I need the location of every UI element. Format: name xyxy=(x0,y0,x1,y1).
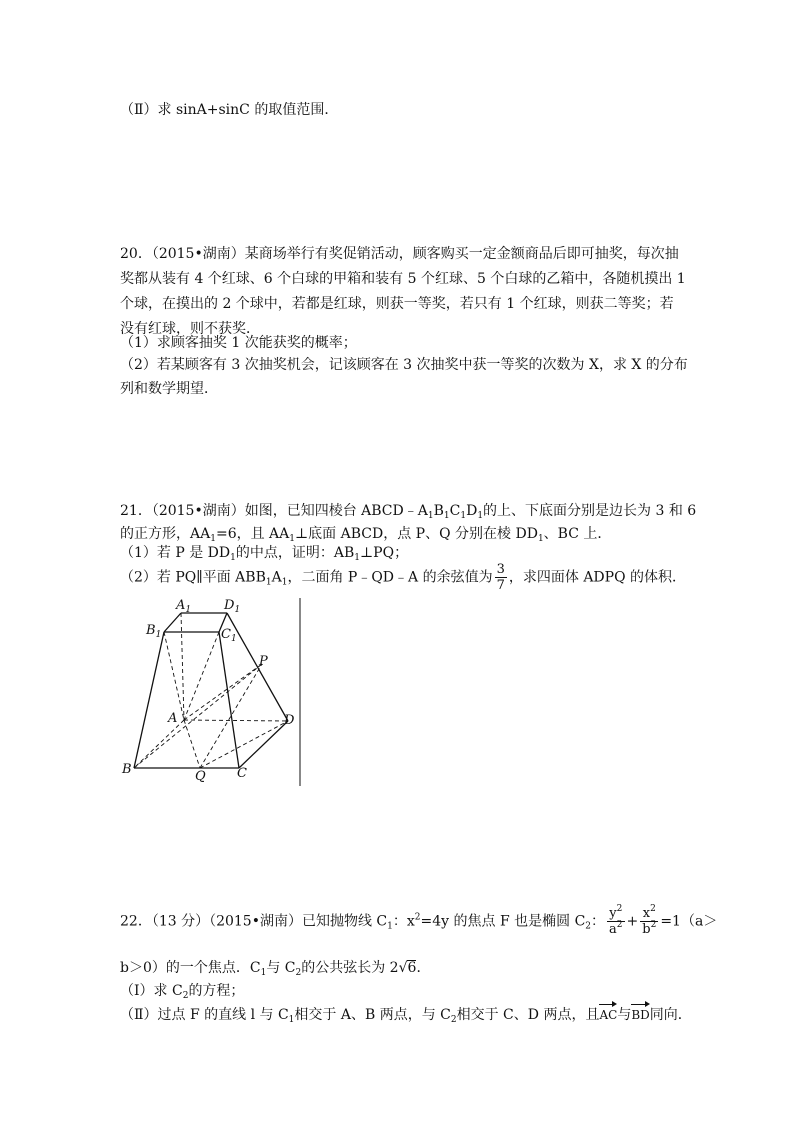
label-P: P xyxy=(259,654,268,669)
segment-B1A xyxy=(164,632,184,720)
q20-part1: （1）求顾客抽奖 1 次能获奖的概率； xyxy=(120,335,357,351)
label-Q: Q xyxy=(195,769,206,784)
q20-line1: 20．（2015•湖南）某商场举行有奖促销活动，顾客购买一定金额商品后即可抽奖，每次抽 xyxy=(120,246,679,262)
q22-part2: （Ⅱ）过点 F 的直线 l 与 $C_1$相交于 A、B 两点，与 $C_2$相交于 C、D 两点，且AC与BD同向． xyxy=(120,1003,692,1025)
label-B1: $B_1$ xyxy=(146,623,162,640)
label-C: C xyxy=(237,766,247,781)
vector-BD: BD xyxy=(631,1003,649,1025)
q20-part2-line1: （2）若某顾客有 3 次抽奖机会，记该顾客在 3 次抽奖中获一等奖的次数为 X，求 X 的分布 xyxy=(120,357,688,373)
ellipse-fraction-x: $\frac{x^2}{b^2}$ xyxy=(642,904,657,937)
segment-AQ xyxy=(184,720,200,768)
edge-AB xyxy=(134,720,184,768)
label-D1: $D_1$ xyxy=(224,598,241,615)
edge-AD xyxy=(184,720,288,721)
edge-B1A1 xyxy=(164,613,181,632)
q21-line2: 的正方形，$AA_1=6$，且 $AA_1\perp$底面 ABCD，点 P、Q 分别在棱 $DD_1$、BC 上． xyxy=(120,526,612,544)
q22-line2: b＞0）的一个焦点．$C_1$与 $C_2$的公共弦长为 2√6． xyxy=(120,960,431,978)
frustum-figure xyxy=(118,596,318,790)
q22-line1: 22．（13 分）（2015•湖南）已知抛物线 $C_1$：$x^2=4y$ 的焦点 F 也是椭圆 $C_2$： $\frac{y^2}{a^2}$ + $\frac{x^2}{b^2}$ =1（a＞ xyxy=(120,904,718,937)
q20-line2: 奖都从装有 4 个红球、6 个白球的甲箱和装有 5 个红球、5 个白球的乙箱中，各随机摸出 1 xyxy=(120,271,686,287)
sqrt-symbol: √ xyxy=(398,960,408,976)
q21-part2: （2）若 PQ∥平面 $ABB_1A_1$，二面角 P﹣QD﹣A 的余弦值为 $\frac{3}{7}$ ，求四面体 ADPQ 的体积． xyxy=(120,562,687,593)
q19-part2: （Ⅱ）求 sinA+sinC 的取值范围． xyxy=(120,102,339,118)
edge-C1C xyxy=(219,632,239,768)
label-A1: $A_1$ xyxy=(176,598,192,615)
vector-AC: AC xyxy=(599,1003,617,1025)
q20-line3: 个球，在摸出的 2 个球中，若都是红球，则获一等奖，若只有 1 个红球，则获二等奖；若 xyxy=(120,296,674,312)
q21-part1: （1）若 P 是 $DD_1$的中点，证明：$AB_1\perp PQ$； xyxy=(120,545,409,563)
segment-QD xyxy=(200,721,288,768)
q22-part1: （Ⅰ）求 $C_2$的方程； xyxy=(120,983,245,1001)
label-C1: $C_1$ xyxy=(221,627,237,644)
q20-part2-line2: 列和数学期望． xyxy=(120,381,218,397)
q20-line4: 没有红球，则不获奖． xyxy=(120,321,260,337)
edge-B1B xyxy=(134,632,164,768)
q21-line1: 21．（2015•湖南）如图，已知四棱台 $ABCD﹣A_1B_1C_1D_1$的上、下底面分别是边长为 3 和 6 xyxy=(120,503,697,521)
cosine-fraction: $\frac{3}{7}$ xyxy=(496,562,505,593)
segment-AP xyxy=(184,664,262,720)
label-B: B xyxy=(122,762,132,777)
edge-CD xyxy=(239,721,288,768)
edge-D1D xyxy=(227,613,288,721)
segment-C1A xyxy=(184,632,219,720)
label-A: A xyxy=(168,711,178,726)
ellipse-fraction-y: $\frac{y^2}{a^2}$ xyxy=(609,904,623,937)
edge-A1A xyxy=(181,613,184,720)
label-D: D xyxy=(284,713,295,728)
